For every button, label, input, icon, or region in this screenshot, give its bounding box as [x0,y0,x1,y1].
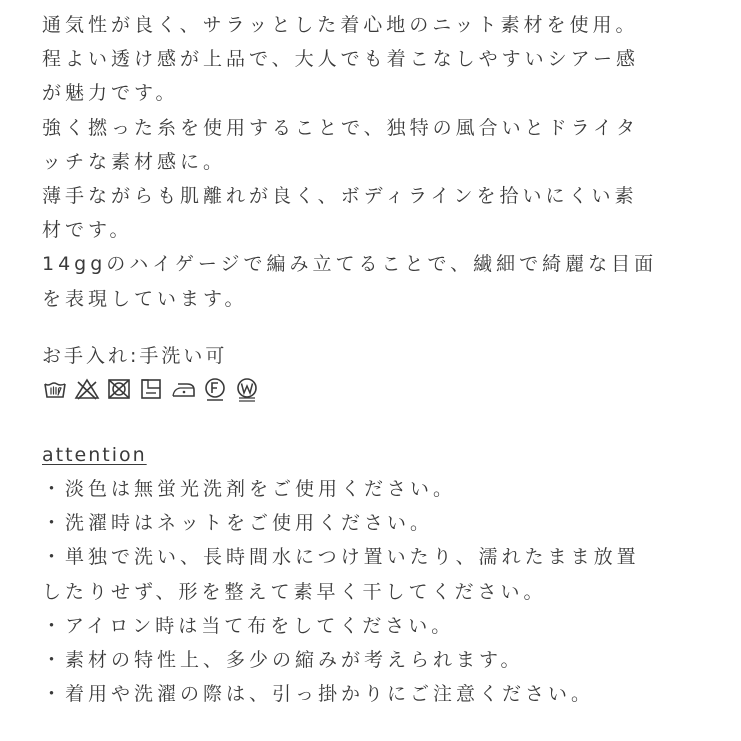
attention-line: したりせず、形を整えて素早く干してください。 [42,580,547,603]
attention-line: ・素材の特性上、多少の縮みが考えられます。 [42,649,524,671]
dry-clean-f-icon [202,376,228,402]
spacer [42,316,702,334]
attention-list [42,472,702,711]
description-block [42,8,702,316]
attention-line: ・着用や洗濯の際は、引っ掛かりにご注意ください。 [42,683,595,706]
description-line: を表現しています。 [42,287,248,310]
care-icons [42,374,702,404]
description-line: が魅力です。 [42,82,179,105]
description-line: 通気性が良く、サラッとした着心地のニット素材を使用。 [42,14,639,36]
wet-clean-w-icon [234,376,260,402]
description-line: ッチな素材感に。 [42,150,227,173]
no-bleach-icon [74,376,100,402]
description-line: 強く撚った糸を使用することで、独特の風合いとドライタ [42,116,640,139]
iron-low-icon [170,376,196,402]
no-tumble-dry-icon [106,376,132,402]
hand-wash-icon [42,376,68,402]
spacer [42,404,702,438]
attention-heading: attention [42,443,147,466]
product-description-page [42,8,702,711]
description-line: 薄手ながらも肌離れが良く、ボディラインを拾いにくい素 [42,184,638,207]
attention-line: ・洗濯時はネットをご使用ください。 [42,512,434,535]
description-line: 材です。 [42,219,133,242]
attention-line: ・淡色は無蛍光洗剤をご使用ください。 [42,478,457,501]
care-heading: お手入れ:手洗い可 [42,344,228,367]
description-line: 程よい透け感が上品で、大人でも着こなしやすいシアー感 [42,48,640,71]
attention-line: ・単独で洗い、長時間水につけ置いたり、濡れたまま放置 [42,546,640,569]
attention-line: ・アイロン時は当て布をしてください。 [42,614,455,637]
description-line: 14ggのハイゲージで編み立てることで、繊細で綺麗な目面 [42,253,658,276]
line-dry-shade-icon [138,376,164,402]
